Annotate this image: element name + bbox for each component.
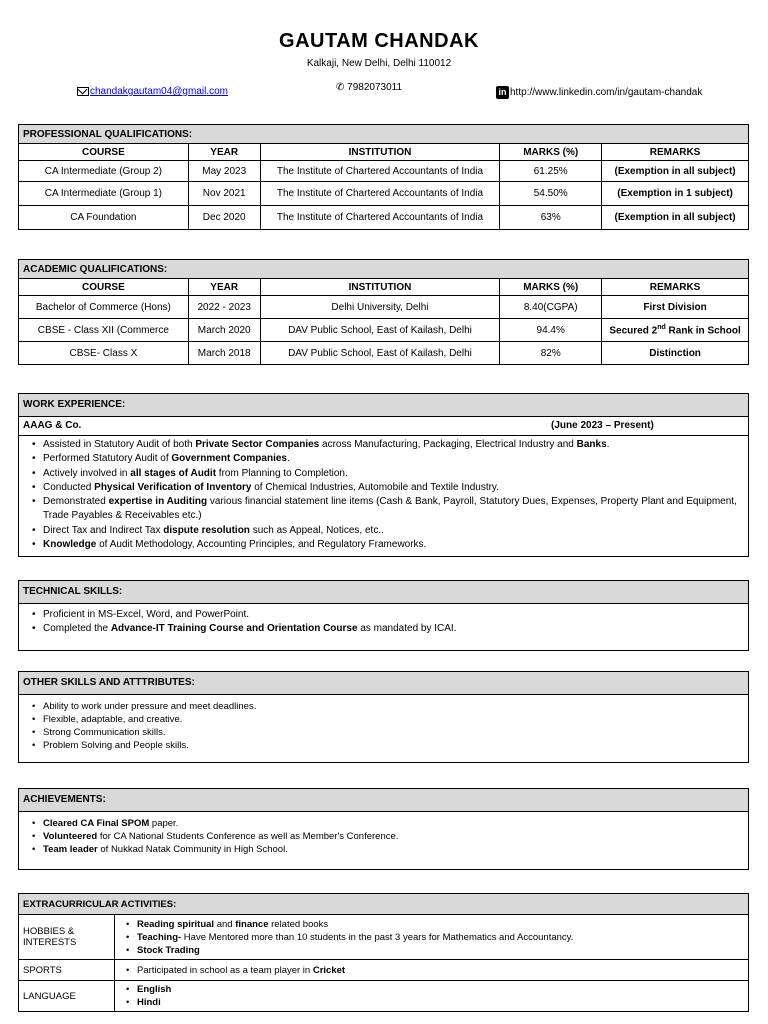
phone-contact <box>336 82 402 93</box>
other-skills-bullets <box>25 700 742 752</box>
column-header: YEAR <box>188 144 260 161</box>
phone-icon: ✆ <box>336 82 345 93</box>
text: Assisted in Statutory Audit of both <box>43 439 196 450</box>
cell-course: CA Foundation <box>19 206 189 230</box>
text: of Chemical Industries, Automobile and Textile Industry. <box>251 481 499 493</box>
row-label: SPORTS <box>19 960 115 981</box>
list-item <box>37 817 742 830</box>
text: such as Appeal, Notices, etc.. <box>249 524 384 536</box>
list-item <box>131 931 744 944</box>
text: Direct Tax and Indirect Tax <box>43 524 164 536</box>
cell-year: March 2018 <box>188 342 260 365</box>
list-item <box>37 467 742 481</box>
cell-remarks: (Exemption in 1 subject) <box>602 182 749 206</box>
sports-bullets <box>119 964 744 977</box>
list-item <box>37 538 742 552</box>
text: Have Mentored more than 10 students in the past 3 years for Mathematics and Accountancy. <box>181 931 574 943</box>
cell-course: CBSE - Class XII (Commerce <box>19 319 189 342</box>
list-item <box>37 739 742 752</box>
text: for CA National Students Conference as well as Member's Conference. <box>97 831 399 842</box>
cell-marks: 94.4% <box>500 319 602 342</box>
cell-year: May 2023 <box>188 161 260 182</box>
cell-course: CBSE- Class X <box>19 342 189 365</box>
bold-text: Teaching- <box>137 931 182 943</box>
section-title: OTHER SKILLS AND ATTTRIBUTES: <box>19 672 748 695</box>
column-header: REMARKS <box>602 279 749 296</box>
list-item <box>37 452 742 466</box>
professional-qualifications-table <box>18 124 749 230</box>
text: Ability to work under pressure and meet deadlines. <box>43 701 257 712</box>
employer-name: AAAG & Co. <box>23 420 82 431</box>
text: across Manufacturing, Packaging, Electrical Industry and <box>319 439 577 450</box>
cell-institution: The Institute of Chartered Accountants of India <box>260 182 500 206</box>
section-title: ACHIEVEMENTS: <box>19 789 748 812</box>
list-item <box>131 918 744 931</box>
cell-year: Nov 2021 <box>188 182 260 206</box>
table-row <box>19 182 749 206</box>
linkedin-url[interactable]: http://www.linkedin.com/in/gautam-chandak <box>510 87 703 99</box>
cell-institution: The Institute of Chartered Accountants of India <box>260 161 500 182</box>
technical-bullets <box>25 608 742 637</box>
bold-text: Stock Trading <box>137 944 200 956</box>
mail-icon <box>77 87 89 96</box>
employment-period: (June 2023 – Present) <box>551 420 654 431</box>
cell-remarks: Distinction <box>602 342 749 365</box>
text: Strong Communication skills. <box>43 727 166 738</box>
achievements-bullets <box>25 817 742 856</box>
bold-text: Knowledge <box>43 539 97 551</box>
text: and <box>214 918 236 930</box>
list-item <box>131 983 744 996</box>
bold-text: Banks <box>576 439 607 450</box>
cell-remarks <box>602 319 749 342</box>
table-row <box>19 161 749 182</box>
rank-superscript: nd <box>657 323 666 331</box>
cell-marks: 63% <box>500 206 602 230</box>
address: Kalkaji, New Delhi, Delhi 110012 <box>306 58 452 69</box>
text: Flexible, adaptable, and creative. <box>43 714 183 725</box>
section-title: PROFESSIONAL QUALIFICATIONS: <box>19 125 749 144</box>
list-item <box>37 622 742 636</box>
cell-course: Bachelor of Commerce (Hons) <box>19 296 189 319</box>
list-item <box>131 964 744 977</box>
bold-text: Team leader <box>43 844 98 855</box>
other-skills-section <box>18 671 749 763</box>
list-item <box>37 713 742 726</box>
bold-text: Cleared CA Final SPOM <box>43 818 150 829</box>
section-title: EXTRACURRICULAR ACTIVITIES: <box>19 894 749 915</box>
bold-text: all stages of Audit <box>130 467 217 479</box>
cell-year: March 2020 <box>188 319 260 342</box>
cell-institution: DAV Public School, East of Kailash, Delhi <box>260 319 500 342</box>
column-header: INSTITUTION <box>260 279 500 296</box>
cell-course: CA Intermediate (Group 1) <box>19 182 189 206</box>
text: various financial statement line items (Cash & Bank, Payroll, Statutory Dues, Expenses, Property Plant and Equipment, Trade Payables & Receivables etc.) <box>43 496 737 522</box>
list-item <box>37 495 742 524</box>
cell-remarks: (Exemption in all subject) <box>602 161 749 182</box>
linkedin-icon: in <box>496 86 509 99</box>
list-item <box>37 830 742 843</box>
candidate-name: GAUTAM CHANDAK <box>279 30 479 52</box>
list-item <box>131 996 744 1009</box>
bold-text: Reading spiritual <box>137 918 215 930</box>
text: Proficient in MS-Excel, Word, and PowerPoint. <box>43 609 250 620</box>
table-row <box>19 981 749 1012</box>
table-row <box>19 960 749 981</box>
hobbies-bullets <box>119 918 744 957</box>
list-item <box>37 524 742 538</box>
text: paper. <box>149 818 179 829</box>
table-row <box>19 319 749 342</box>
bold-text: Physical Verification of Inventory <box>94 481 252 493</box>
technical-skills-section <box>18 580 749 651</box>
achievements-section <box>18 788 749 870</box>
cell-marks: 54.50% <box>500 182 602 206</box>
bold-text: dispute resolution <box>163 524 250 536</box>
column-header: REMARKS <box>602 144 749 161</box>
email-contact <box>77 86 228 97</box>
bold-text: Cricket <box>312 964 346 976</box>
work-bullets <box>25 438 742 552</box>
cell-year: 2022 - 2023 <box>188 296 260 319</box>
list-item <box>37 438 742 452</box>
cell-year: Dec 2020 <box>188 206 260 230</box>
linkedin-contact <box>496 86 702 99</box>
table-row <box>19 296 749 319</box>
text: of Audit Methodology, Accounting Principles, and Regulatory Frameworks. <box>96 539 427 551</box>
language-bullets <box>119 983 744 1009</box>
column-header: YEAR <box>188 279 260 296</box>
text: Performed Statutory Audit of <box>43 453 172 465</box>
cell-institution: Delhi University, Delhi <box>260 296 500 319</box>
email-link[interactable]: chandakgautam04@gmail.com <box>90 86 229 97</box>
table-row <box>19 342 749 365</box>
bold-text: Government Companies <box>171 453 287 465</box>
extracurricular-table <box>18 893 749 1012</box>
bold-text: English <box>137 984 172 995</box>
text: . <box>287 453 290 465</box>
column-header: MARKS (%) <box>500 144 602 161</box>
column-header: MARKS (%) <box>500 279 602 296</box>
text: of Nukkad Natak Community in High School. <box>97 844 288 855</box>
text: . <box>606 439 610 450</box>
column-header: INSTITUTION <box>260 144 500 161</box>
text: Conducted <box>43 481 95 493</box>
academic-qualifications-table <box>18 259 749 365</box>
bold-text: Private Sector Companies <box>195 439 320 450</box>
column-header: COURSE <box>19 279 189 296</box>
column-header: COURSE <box>19 144 189 161</box>
text: Completed the <box>43 623 111 635</box>
bold-text: Advance-IT Training Course and Orientation Course <box>110 623 358 635</box>
text: Problem Solving and People skills. <box>43 740 189 751</box>
table-row <box>19 915 749 960</box>
row-label: HOBBIES & INTERESTS <box>19 915 115 960</box>
section-title: ACADEMIC QUALIFICATIONS: <box>19 260 749 279</box>
employer-row <box>19 417 748 436</box>
bold-text: Hindi <box>137 997 161 1008</box>
row-label: LANGUAGE <box>19 981 115 1012</box>
cell-marks: 82% <box>500 342 602 365</box>
rank-text-suffix: Rank in School <box>665 325 741 337</box>
work-experience-section <box>18 393 749 557</box>
cell-institution: DAV Public School, East of Kailash, Delhi <box>260 342 500 365</box>
table-row <box>19 206 749 230</box>
text: as mandated by ICAI. <box>357 623 457 635</box>
list-item <box>131 944 744 957</box>
section-title: WORK EXPERIENCE: <box>19 394 748 417</box>
bold-text: expertise in Auditing <box>108 496 208 508</box>
section-title: TECHNICAL SKILLS: <box>19 581 748 604</box>
bold-text: Volunteered <box>43 831 98 842</box>
list-item <box>37 726 742 739</box>
rank-text: Secured 2 <box>609 325 658 337</box>
cell-remarks: (Exemption in all subject) <box>602 206 749 230</box>
text: from Planning to Completion. <box>216 467 348 479</box>
bold-text: finance <box>235 918 269 930</box>
phone-number: 7982073011 <box>347 82 403 93</box>
list-item <box>37 700 742 713</box>
list-item <box>37 481 742 495</box>
text: Actively involved in <box>43 467 131 479</box>
cell-remarks: First Division <box>602 296 749 319</box>
cell-marks: 8.40(CGPA) <box>500 296 602 319</box>
list-item <box>37 608 742 622</box>
text: Demonstrated <box>43 496 109 508</box>
list-item <box>37 843 742 856</box>
text: related books <box>268 918 329 930</box>
cell-course: CA Intermediate (Group 2) <box>19 161 189 182</box>
text: Participated in school as a team player in <box>137 964 313 976</box>
cell-marks: 61.25% <box>500 161 602 182</box>
cell-institution: The Institute of Chartered Accountants of India <box>260 206 500 230</box>
